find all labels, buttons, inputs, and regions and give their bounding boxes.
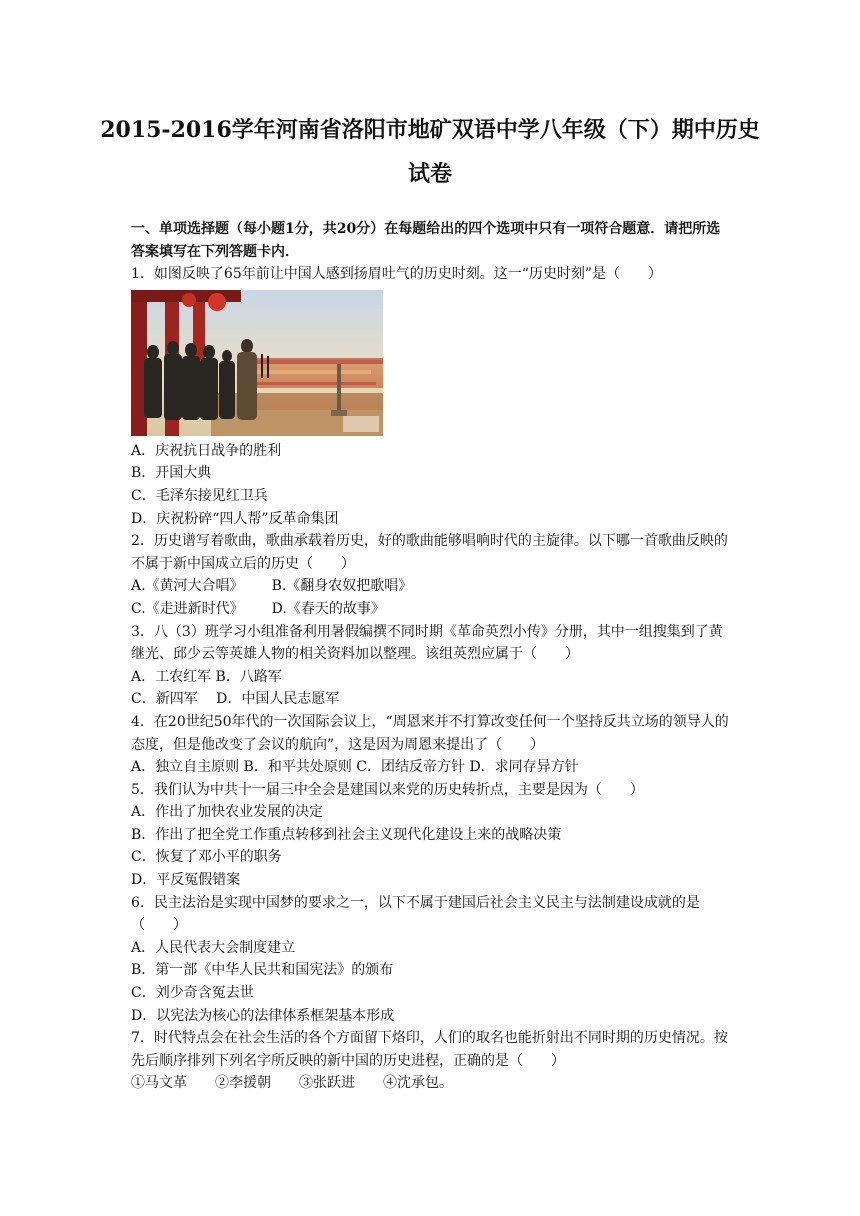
question-5-option-a: A．作出了加快农业发展的决定: [131, 804, 324, 821]
question-2-option-b: B.《翻身农奴把歌唱》: [271, 578, 413, 595]
founding-ceremony-painting-image: [131, 290, 383, 436]
question-6-option-d: D．以宪法为核心的法律体系框架基本形成: [131, 1007, 395, 1024]
question-1-option-a: A．庆祝抗日战争的胜利: [131, 442, 282, 459]
exam-content: [131, 218, 731, 1095]
question-3-stem: 3．八（3）班学习小组准备利用暑假编撰不同时期《革命英烈小传》分册，其中一组搜集到了黄继光、邱少云等英雄人物的相关资料加以整理。该组英烈应属于（ ）: [131, 623, 723, 663]
question-6-option-b: B．第一部《中华人民共和国宪法》的颁布: [131, 962, 394, 979]
question-3-options-ab: A．工农红军 B．八路军: [131, 668, 282, 685]
question-2-option-a: A.《黄河大合唱》: [131, 578, 244, 595]
question-2-stem: 2．历史谱写着歌曲，歌曲承载着历史，好的歌曲能够唱响时代的主旋律。以下哪一首歌曲反映的不属于新中国成立后的历史（ ）: [131, 533, 728, 572]
question-5-option-c: C．恢复了邓小平的职务: [131, 849, 282, 866]
question-2-option-d: D.《春天的故事》: [271, 600, 385, 617]
section-heading: 一、单项选择题（每小题1分，共20分）在每题给出的四个选项中只有一项符合题意．请把所选答案填写在下列答题卡内．: [131, 221, 721, 260]
question-2-options-ab: [131, 575, 731, 598]
question-6-option-c: C．刘少奇含冤去世: [131, 985, 254, 1002]
question-1-option-c: C．毛泽东接见红卫兵: [131, 487, 268, 504]
question-3-options-cd: C．新四军 D．中国人民志愿军: [131, 691, 340, 708]
question-2-option-c: C.《走进新时代》: [131, 600, 244, 617]
question-4-stem: 4．在20世纪50年代的一次国际会议上，“周恩来并不打算改变任何一个坚持反共立场的领导人的态度，但是他改变了会议的航向”，这是因为周恩来提出了（ ）: [131, 713, 729, 753]
question-1-stem: 1．如图反映了65年前让中国人感到扬眉吐气的历史时刻。这一“历史时刻”是（ ）: [131, 266, 663, 283]
question-6-stem: 6．民主法治是实现中国梦的要求之一，以下不属于建国后社会主义民主与法制建设成就的是（ ）: [131, 894, 700, 934]
question-5-option-b: B．作出了把全党工作重点转移到社会主义现代化建设上来的战略决策: [131, 826, 562, 843]
question-1-option-d: D．庆祝粉碎“四人帮”反革命集团: [131, 510, 339, 527]
question-4-options: A．独立自主原则 B．和平共处原则 C．团结反帝方针 D．求同存异方针: [131, 759, 579, 776]
question-7-name-1: ①马文革: [131, 1075, 187, 1092]
question-7-name-4: ④沈承包。: [383, 1075, 453, 1092]
question-7-name-3: ③张跃进: [299, 1075, 355, 1092]
question-1-option-b: B．开国大典: [131, 465, 212, 482]
question-5-option-d: D．平反冤假错案: [131, 872, 241, 889]
question-6-option-a: A．人民代表大会制度建立: [131, 939, 296, 956]
page-title: 2015-2016学年河南省洛阳市地矿双语中学八年级（下）期中历史试卷: [100, 117, 760, 187]
question-7-name-2: ②李援朝: [215, 1075, 271, 1092]
question-5-stem: 5．我们认为中共十一届三中全会是建国以来党的历史转折点，主要是因为（ ）: [131, 781, 644, 798]
question-7-names: [131, 1072, 731, 1095]
question-2-options-cd: [131, 598, 731, 621]
question-7-stem: 7．时代特点会在社会生活的各个方面留下烙印，人们的取名也能折射出不同时期的历史情况。按先后顺序排列下列名字所反映的新中国的历史进程，正确的是（ ）: [131, 1030, 728, 1069]
